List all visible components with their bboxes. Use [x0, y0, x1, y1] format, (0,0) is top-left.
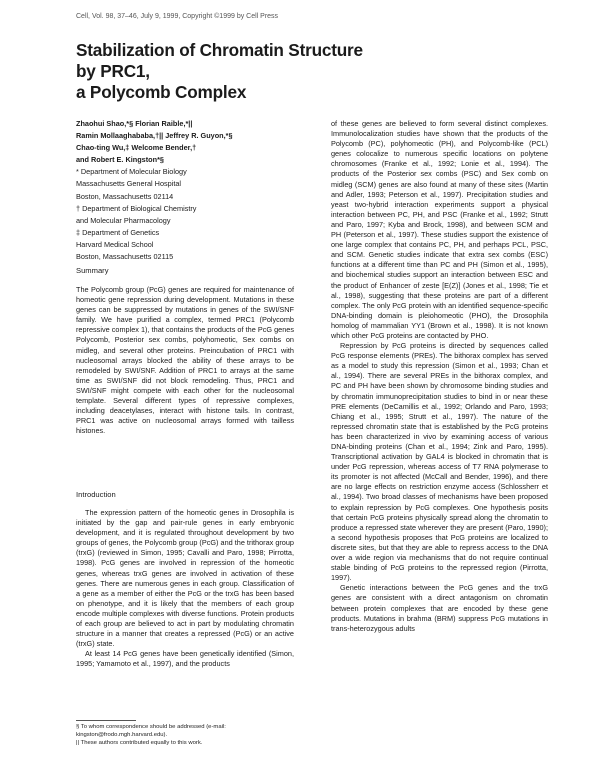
affiliation-line: Boston, Massachusetts 02115	[76, 252, 174, 262]
intro-paragraph-2: At least 14 PcG genes have been genetically identified (Simon, 1995; Yamamoto et al., 1997), and the products	[76, 649, 294, 669]
author-line: Chao-ting Wu,‡ Welcome Bender,†	[76, 143, 197, 153]
title-line-2: a Polycomb Complex	[76, 82, 247, 102]
affiliation-line: Harvard Medical School	[76, 239, 154, 249]
equal-contribution-footnote: || These authors contributed equally to this work.	[76, 740, 203, 746]
summary-section	[76, 285, 294, 436]
footnotes	[76, 723, 294, 747]
affiliation-line: Massachusetts General Hospital	[76, 179, 182, 189]
author-line: and Robert E. Kingston*§	[76, 155, 164, 165]
affiliation-line: Boston, Massachusetts 02114	[76, 191, 174, 201]
affiliation-line: and Molecular Pharmacology	[76, 215, 171, 225]
author-line: Ramin Mollaaghababa,†|| Jeffrey R. Guyon,*§	[76, 131, 233, 141]
summary-heading: Summary	[76, 266, 109, 275]
author-block	[76, 118, 316, 263]
running-head: Cell, Vol. 98, 37–46, July 9, 1999, Copyright ©1999 by Cell Press	[76, 13, 279, 20]
article-title	[76, 40, 376, 103]
correspondence-footnote: § To whom correspondence should be addressed (e-mail: kingston@frodo.mgh.harvard.edu).	[76, 724, 226, 738]
right-paragraph-3: Genetic interactions between the PcG genes and the trxG genes are consistent with a direct antagonism on chromatin between protein complexes that are encoded by these gene products. Mutations in brahma (BRM) suppress PcG mutations in trans-heterozygous adults	[331, 583, 548, 633]
right-paragraph-2: Repression by PcG proteins is directed by sequences called PcG response elements (PREs). The bithorax complex has served as a model to study this repression (Simon et al., 1993; Chan et al., 1994). There are several PREs in the bithorax complex, and PC and PH have been shown by chromosome binding studies and by chromatin immunoprecipitation studies to bind in or near these PRE elements (DeCamillis et al., 1992; Orlando and Paro, 1993; Chiang et al., 1995; Strutt et al., 1997). The nature of the repressed chromatin state that is established by the PcG proteins has been characterized in vivo by examining access of various DNA-binding proteins (Chan et al., 1994; Zink and Paro, 1995). Transcriptional activation by GAL4 is blocked in chromatin that is under PcG repression, whereas access of T7 RNA polymerase to its promoter is not affected (McCall and Bender, 1996), and there are no large effects on restriction enzyme access (Schlossherr et al., 1994). Two broad classes of mechanisms have been proposed to explain repression by PcG complexes. One hypothesis posits that certain PcG proteins physically spread along the chromatin to produce a repressed state wherever they are present (Paro, 1990); a second hypothesis proposes that PcG proteins are localized to discrete sites, but that they are able to repress access to the DNA over a wide region via mechanisms that do not require continual stable binding of PcG proteins to the repressed region (Pirrotta, 1997).	[331, 341, 548, 583]
summary-text: The Polycomb group (PcG) genes are required for maintenance of homeotic gene repression during development. Mutations in these genes can be suppressed by mutations in genes of the SWI/SNF family. We have purified a complex, termed PRC1 (Polycomb repressive complex 1), that contains the products of the PcG genes Polycomb, Posterior sex combs, polyhomeotic, Sex combs on midleg, and several other proteins. Preincubation of PRC1 with nucleosomal arrays blocked the ability of these arrays to be remodeled by SWI/SNF. Addition of PRC1 to arrays at the same time as SWI/SNF did not block remodeling. Thus, PRC1 and SWI/SNF might compete with each other for the nucleosomal template. Several different types of repressive complexes, including deacetylases, interact with histone tails. In contrast, PRC1 was active on nucleosomal arrays formed with tailless histones.	[76, 285, 294, 436]
introduction-heading: Introduction	[76, 490, 116, 499]
introduction-section	[76, 508, 294, 670]
author-line: Zhaohui Shao,*§ Florian Raible,*||	[76, 119, 193, 128]
intro-paragraph-1: The expression pattern of the homeotic genes in Drosophila is initiated by the gap and pair-rule genes in early embryonic development, and it is regulated throughout development by two groups of genes, the Polycomb group (PcG) and the trithorax group (trxG) (reviewed in Simon, 1995; Cavalli and Paro, 1998; Pirrotta, 1998). PcG genes are involved in repression of the homeotic genes, whereas trxG genes are involved in activation of these genes. There are numerous genes in each group. Classification of a gene as a member of either the PcG or the trxG has been based on phenotype, and it is likely that the members of each group encode multiple complexes with diverse functions. Protein products of each group are believed to act in part by modulating chromatin structure in a manner that creates a repressed (PcG) or an active (trxG) state.	[76, 508, 294, 649]
affiliation-line: † Department of Biological Chemistry	[76, 203, 197, 213]
footnote-rule	[76, 720, 136, 721]
right-paragraph-1: of these genes are believed to form several distinct complexes. Immunolocalization studies have shown that the products of the Polycomb (PC), polyhomeotic (PH), and Polycomb-like (PCL) genes colocalize to numerous specific locations on polytene chromosomes (Franke et al., 1992; Lonie et al., 1994). The products of the Posterior sex combs (PSC) and Sex comb on midleg (SCM) genes are also found at many of these sites (Martin and Adler, 1993; Peterson et al., 1997). Precipitation studies and yeast two-hybrid interaction experiments support a physical interaction between PC, PH, and PSC (Franke et al., 1992; Strutt and Paro, 1997; Kyba and Brock, 1998), and between SCM and PH (Peterson et al., 1997). These studies support the existence of one large complex that contains PC, PH, and perhaps PCL, PSC, and SCM. Genetic studies indicate that extra sex combs (ESC) functions at a different time than PC and PH (Simon et al., 1995), and biochemical studies support an interaction between ESC and the product of Enhancer of zeste [E(Z)] (Jones et al., 1998; Tie et al., 1998), suggesting that these proteins are part of a different complex. The only PcG protein with an identified sequence-specific DNA-binding domain is pleiohomeotic (PHO), the Drosophila homolog of mammalian YY1 (Brown et al., 1998). It is not known which other PcG proteins are contacted by PHO.	[331, 119, 548, 340]
title-line-1: Stabilization of Chromatin Structure by PRC1,	[76, 40, 363, 81]
affiliation-line: ‡ Department of Genetics	[76, 227, 160, 237]
right-column	[331, 119, 548, 634]
affiliation-line: * Department of Molecular Biology	[76, 167, 187, 177]
